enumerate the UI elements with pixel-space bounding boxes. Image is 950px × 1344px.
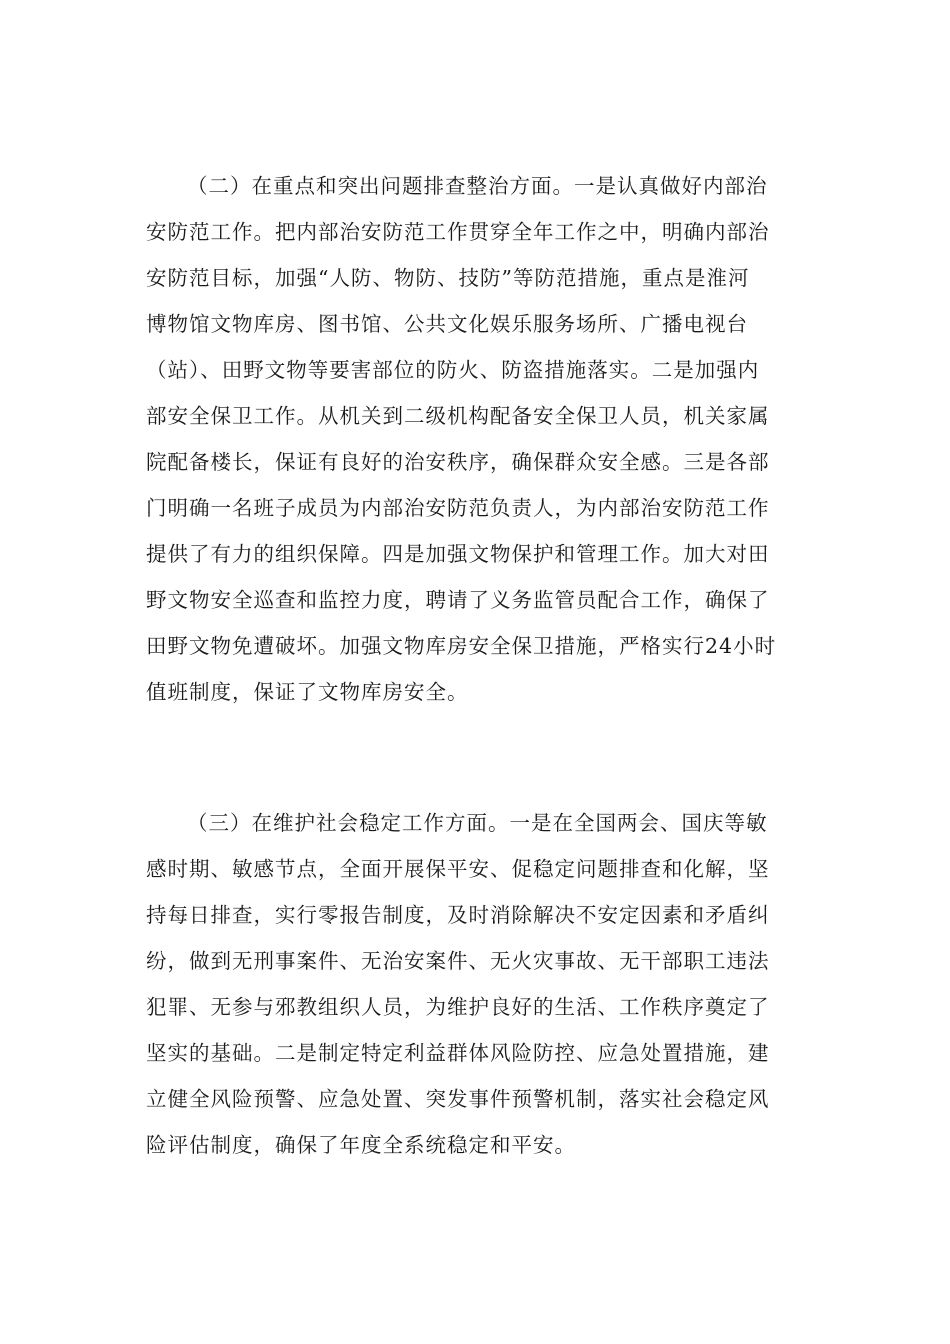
paragraph-line: 纷，做到无刑事案件、无治安案件、无火灾事故、无干部职工违法 <box>146 949 770 973</box>
paragraph-line: （站）、田野文物等要害部位的防火、防盗措施落实。二是加强内 <box>146 358 760 382</box>
paragraph-line: 博物馆文物库房、图书馆、公共文化娱乐服务场所、广播电视台 <box>146 312 748 336</box>
paragraph-line: 持每日排查，实行零报告制度，及时消除解决不安定因素和矛盾纠 <box>146 903 770 927</box>
paragraph-line: 安防范工作。把内部治安防范工作贯穿全年工作之中，明确内部治 <box>146 220 770 244</box>
paragraph-line: 部安全保卫工作。从机关到二级机构配备安全保卫人员，机关家属 <box>146 404 770 428</box>
paragraph-inspection-rectification <box>146 163 806 715</box>
paragraph-line: 犯罪、无参与邪教组织人员，为维护良好的生活、工作秩序奠定了 <box>146 995 770 1019</box>
paragraph-line: （二）在重点和突出问题排查整治方面。一是认真做好内部治 <box>187 174 768 198</box>
paragraph-line: 险评估制度，确保了年度全系统稳定和平安。 <box>146 1133 576 1157</box>
paragraph-line: 值班制度，保证了文物库房安全。 <box>146 680 469 704</box>
paragraph-line: （三）在维护社会稳定工作方面。一是在全国两会、国庆等敏 <box>187 811 768 835</box>
paragraph-line: 野文物安全巡查和监控力度，聘请了义务监管员配合工作，确保了 <box>146 588 770 612</box>
paragraph-line: 安防范目标，加强“人防、物防、技防”等防范措施，重点是淮河 <box>146 266 750 290</box>
paragraph-line: 田野文物免遭破坏。加强文物库房安全保卫措施，严格实行24小时 <box>146 634 777 658</box>
paragraph-line: 院配备楼长，保证有良好的治安秩序，确保群众安全感。三是各部 <box>146 450 770 474</box>
paragraph-line: 立健全风险预警、应急处置、突发事件预警机制，落实社会稳定风 <box>146 1087 770 1111</box>
paragraph-line: 提供了有力的组织保障。四是加强文物保护和管理工作。加大对田 <box>146 542 770 566</box>
paragraph-line: 门明确一名班子成员为内部治安防范负责人，为内部治安防范工作 <box>146 496 770 520</box>
paragraph-line: 坚实的基础。二是制定特定利益群体风险防控、应急处置措施，建 <box>146 1041 770 1065</box>
paragraph-social-stability <box>146 800 806 1168</box>
paragraph-line: 感时期、敏感节点，全面开展保平安、促稳定问题排查和化解，坚 <box>146 857 770 881</box>
